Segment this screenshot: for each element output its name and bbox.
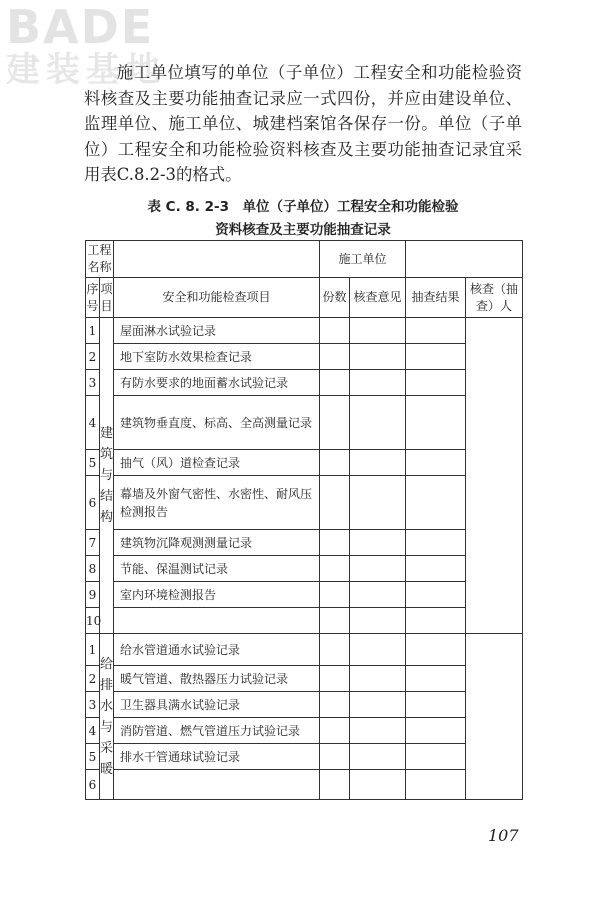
check-item-text: 节能、保温测试记录 (114, 556, 320, 582)
table-row (86, 530, 523, 556)
row-number: 7 (86, 530, 100, 556)
copies-cell[interactable] (320, 370, 350, 396)
intro-paragraph: 施工单位填写的单位（子单位）工程安全和功能检验资料核查及主要功能抽查记录应一式四份，并应由建设单位、监理单位、施工单位、城建档案馆各保存一份。单位（子单位）工程安全和功能检验资料核查及主要功能抽查记录宜采用表C.8.2-3的格式。 (84, 63, 522, 184)
table-caption-line2: 资料核查及主要功能抽查记录 (215, 222, 391, 238)
table-row (86, 692, 523, 718)
opinion-cell[interactable] (350, 344, 406, 370)
table-row (86, 666, 523, 692)
copies-cell[interactable] (320, 770, 350, 800)
row-number: 6 (86, 476, 100, 530)
opinion-cell[interactable] (350, 450, 406, 476)
copies-cell[interactable] (320, 634, 350, 666)
header-check-item: 安全和功能检查项目 (114, 278, 320, 318)
result-cell[interactable] (406, 634, 466, 666)
check-item-text: 给水管道通水试验记录 (114, 634, 320, 666)
opinion-cell[interactable] (350, 318, 406, 344)
check-item-text (114, 770, 320, 800)
table-row (86, 344, 523, 370)
copies-cell[interactable] (320, 530, 350, 556)
row-number: 4 (86, 396, 100, 450)
result-cell[interactable] (406, 692, 466, 718)
check-item-text (114, 608, 320, 634)
row-number: 9 (86, 582, 100, 608)
header-opinion: 核查意见 (350, 278, 406, 318)
row-number: 6 (86, 770, 100, 800)
row-number: 5 (86, 450, 100, 476)
copies-cell[interactable] (320, 692, 350, 718)
check-item-text: 卫生器具满水试验记录 (114, 692, 320, 718)
copies-cell[interactable] (320, 666, 350, 692)
table-header-row (86, 278, 523, 318)
project-name-value[interactable] (114, 241, 320, 278)
row-number: 1 (86, 634, 100, 666)
result-cell[interactable] (406, 718, 466, 744)
result-cell[interactable] (406, 344, 466, 370)
result-cell[interactable] (406, 556, 466, 582)
copies-cell[interactable] (320, 718, 350, 744)
result-cell[interactable] (406, 770, 466, 800)
result-cell[interactable] (406, 370, 466, 396)
table-row (86, 582, 523, 608)
copies-cell[interactable] (320, 556, 350, 582)
result-cell[interactable] (406, 666, 466, 692)
result-cell[interactable] (406, 318, 466, 344)
reviewer-cell[interactable] (466, 634, 523, 800)
row-number: 1 (86, 318, 100, 344)
copies-cell[interactable] (320, 450, 350, 476)
contractor-value[interactable] (406, 241, 523, 278)
table-row (86, 744, 523, 770)
opinion-cell[interactable] (350, 770, 406, 800)
copies-cell[interactable] (320, 318, 350, 344)
check-item-text: 排水干管通球试验记录 (114, 744, 320, 770)
row-number: 2 (86, 666, 100, 692)
copies-cell[interactable] (320, 396, 350, 450)
header-result: 抽查结果 (406, 278, 466, 318)
group-name: 建筑与结构 (100, 318, 114, 634)
table-row (86, 634, 523, 666)
table-row (86, 556, 523, 582)
opinion-cell[interactable] (350, 582, 406, 608)
opinion-cell[interactable] (350, 396, 406, 450)
opinion-cell[interactable] (350, 692, 406, 718)
table-row (86, 770, 523, 800)
check-item-text: 幕墙及外窗气密性、水密性、耐风压检测报告 (114, 476, 320, 530)
table-row (86, 370, 523, 396)
row-number: 3 (86, 370, 100, 396)
row-number: 3 (86, 692, 100, 718)
check-item-text: 消防管道、燃气管道压力试验记录 (114, 718, 320, 744)
opinion-cell[interactable] (350, 370, 406, 396)
header-copies: 份数 (320, 278, 350, 318)
row-number: 10 (86, 608, 100, 634)
result-cell[interactable] (406, 608, 466, 634)
opinion-cell[interactable] (350, 556, 406, 582)
project-info-row (86, 241, 523, 278)
copies-cell[interactable] (320, 344, 350, 370)
check-item-text: 有防水要求的地面蓄水试验记录 (114, 370, 320, 396)
copies-cell[interactable] (320, 582, 350, 608)
result-cell[interactable] (406, 450, 466, 476)
opinion-cell[interactable] (350, 718, 406, 744)
opinion-cell[interactable] (350, 744, 406, 770)
table-row (86, 608, 523, 634)
result-cell[interactable] (406, 530, 466, 556)
result-cell[interactable] (406, 396, 466, 450)
result-cell[interactable] (406, 582, 466, 608)
table-row (86, 318, 523, 344)
check-item-text: 屋面淋水试验记录 (114, 318, 320, 344)
opinion-cell[interactable] (350, 530, 406, 556)
header-seq: 序号 (86, 278, 100, 318)
group-name: 给排水与采暖 (100, 634, 114, 800)
project-name-label: 工程名称 (86, 241, 114, 278)
table-row (86, 718, 523, 744)
table-row (86, 476, 523, 530)
copies-cell[interactable] (320, 744, 350, 770)
table-caption-line1: 表 C. 8. 2-3 单位（子单位）工程安全和功能检验 (147, 199, 459, 215)
copies-cell[interactable] (320, 608, 350, 634)
row-number: 5 (86, 744, 100, 770)
result-cell[interactable] (406, 744, 466, 770)
contractor-label: 施工单位 (320, 241, 406, 278)
row-number: 2 (86, 344, 100, 370)
result-cell[interactable] (406, 476, 466, 530)
check-item-text: 暖气管道、散热器压力试验记录 (114, 666, 320, 692)
check-item-text: 建筑物沉降观测测量记录 (114, 530, 320, 556)
row-number: 8 (86, 556, 100, 582)
logo-brand-text: BADE (6, 0, 155, 54)
opinion-cell[interactable] (350, 634, 406, 666)
check-item-text: 抽气（风）道检查记录 (114, 450, 320, 476)
reviewer-cell[interactable] (466, 318, 523, 634)
table-row (86, 450, 523, 476)
logo-subtitle: 建装基地 (6, 50, 166, 90)
opinion-cell[interactable] (350, 666, 406, 692)
copies-cell[interactable] (320, 476, 350, 530)
row-number: 4 (86, 718, 100, 744)
header-reviewer: 核查（抽查）人 (466, 278, 523, 318)
opinion-cell[interactable] (350, 608, 406, 634)
check-item-text: 地下室防水效果检查记录 (114, 344, 320, 370)
header-item: 项目 (100, 278, 114, 318)
page-number: 107 (488, 826, 519, 845)
check-item-text: 室内环境检测报告 (114, 582, 320, 608)
inspection-table (85, 240, 523, 800)
table-row (86, 396, 523, 450)
opinion-cell[interactable] (350, 476, 406, 530)
check-item-text: 建筑物垂直度、标高、全高测量记录 (114, 396, 320, 450)
